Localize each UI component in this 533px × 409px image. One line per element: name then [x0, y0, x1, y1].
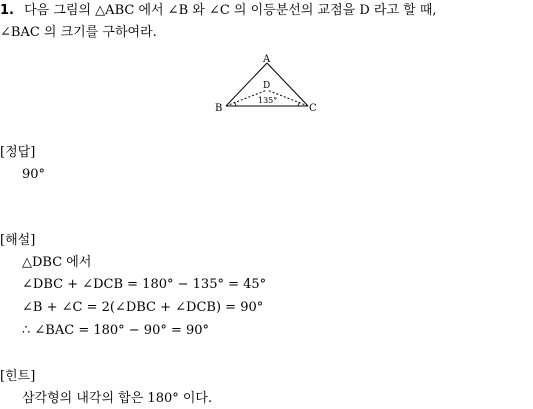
explanation-line: △DBC 에서 [22, 255, 92, 270]
angle-135-label: 135° [258, 96, 278, 105]
explanation-heading: [해설] [0, 233, 36, 248]
label-d: D [263, 81, 271, 91]
problem-number: 1. [0, 3, 14, 18]
label-b: B [215, 103, 223, 114]
angle-mark-c [298, 102, 300, 106]
label-a: A [263, 54, 271, 65]
label-c: C [309, 103, 317, 114]
hint-heading: [힌트] [0, 369, 36, 384]
explanation-line: ∠DBC + ∠DCB = 180° − 135° = 45° [22, 277, 267, 292]
answer-value: 90° [22, 167, 46, 182]
hint-text: 삼각형의 내각의 합은 180° 이다. [22, 391, 213, 406]
explanation-line: ∠B + ∠C = 2(∠DBC + ∠DCB) = 90° [22, 300, 264, 315]
explanation-line: ∴ ∠BAC = 180° − 90° = 90° [22, 323, 210, 338]
answer-heading: [정답] [0, 145, 36, 160]
problem-text-1: 다음 그림의 △ABC 에서 ∠B 와 ∠C 의 이등분선의 교점을 D 라고 할 때, [24, 3, 437, 18]
problem-line-1 [0, 3, 437, 19]
problem-text-2: ∠BAC 의 크기를 구하여라. [0, 25, 157, 40]
angle-mark-b [234, 102, 236, 106]
triangle-figure [212, 52, 324, 116]
